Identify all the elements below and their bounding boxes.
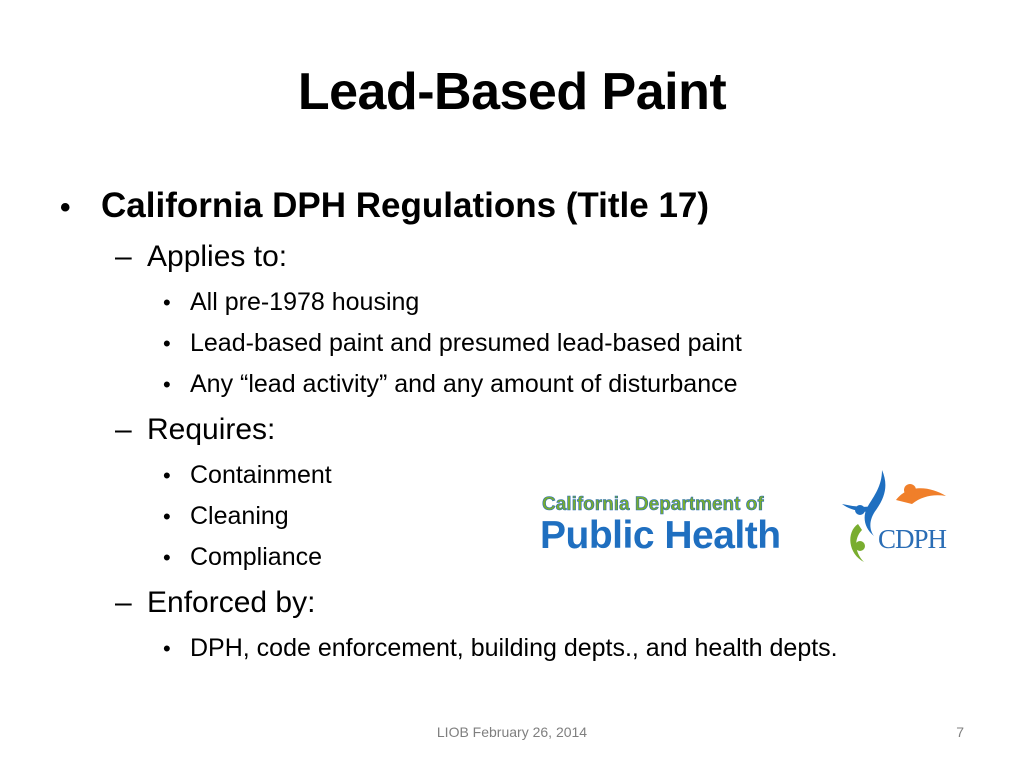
list-item — [163, 543, 322, 572]
main-bullet — [60, 186, 709, 226]
requires-item-3: Compliance — [190, 543, 323, 571]
bullet-marker: • — [163, 290, 171, 315]
bullet-marker: • — [163, 331, 171, 356]
logo-line2: Public Health — [540, 514, 781, 557]
page-number: 7 — [956, 724, 964, 740]
requires-item-2: Cleaning — [190, 502, 289, 530]
dash-marker: – — [115, 413, 132, 446]
list-item — [163, 634, 838, 663]
bullet-marker: • — [163, 504, 171, 529]
enforced-label: Enforced by: — [147, 586, 316, 619]
bullet-marker: • — [60, 191, 71, 224]
list-item — [163, 502, 289, 531]
applies-label: Applies to: — [147, 240, 288, 273]
list-item — [163, 370, 738, 399]
list-item — [163, 288, 419, 317]
cdph-logo — [540, 466, 970, 570]
list-item — [163, 329, 742, 358]
emblem-green-dot — [855, 541, 865, 551]
bullet-marker: • — [163, 463, 171, 488]
logo-line1: California Department of — [542, 494, 764, 515]
bullet-marker: • — [163, 545, 171, 570]
footer-date: LIOB February 26, 2014 — [436, 724, 588, 740]
logo-abbreviation: CDPH — [878, 524, 947, 554]
list-item — [163, 461, 332, 490]
dash-marker: – — [115, 240, 132, 273]
requires-label: Requires: — [147, 413, 276, 446]
emblem-orange-figure — [896, 488, 946, 504]
slide-title: Lead-Based Paint — [297, 63, 727, 121]
applies-item-1: All pre-1978 housing — [190, 288, 420, 316]
bullet-marker: • — [163, 636, 171, 661]
applies-item-2: Lead-based paint and presumed lead-based paint — [190, 329, 742, 357]
bullet-marker: • — [163, 372, 171, 397]
dash-marker: – — [115, 586, 132, 619]
enforced-item-1: DPH, code enforcement, building depts., and health depts. — [190, 634, 838, 662]
emblem-orange-head — [904, 484, 916, 496]
enforced-heading — [115, 586, 315, 620]
applies-item-3: Any “lead activity” and any amount of disturbance — [190, 370, 738, 398]
main-bullet-text: California DPH Regulations (Title 17) — [101, 186, 710, 225]
requires-item-1: Containment — [190, 461, 332, 489]
applies-heading — [115, 240, 287, 274]
requires-heading — [115, 413, 275, 447]
